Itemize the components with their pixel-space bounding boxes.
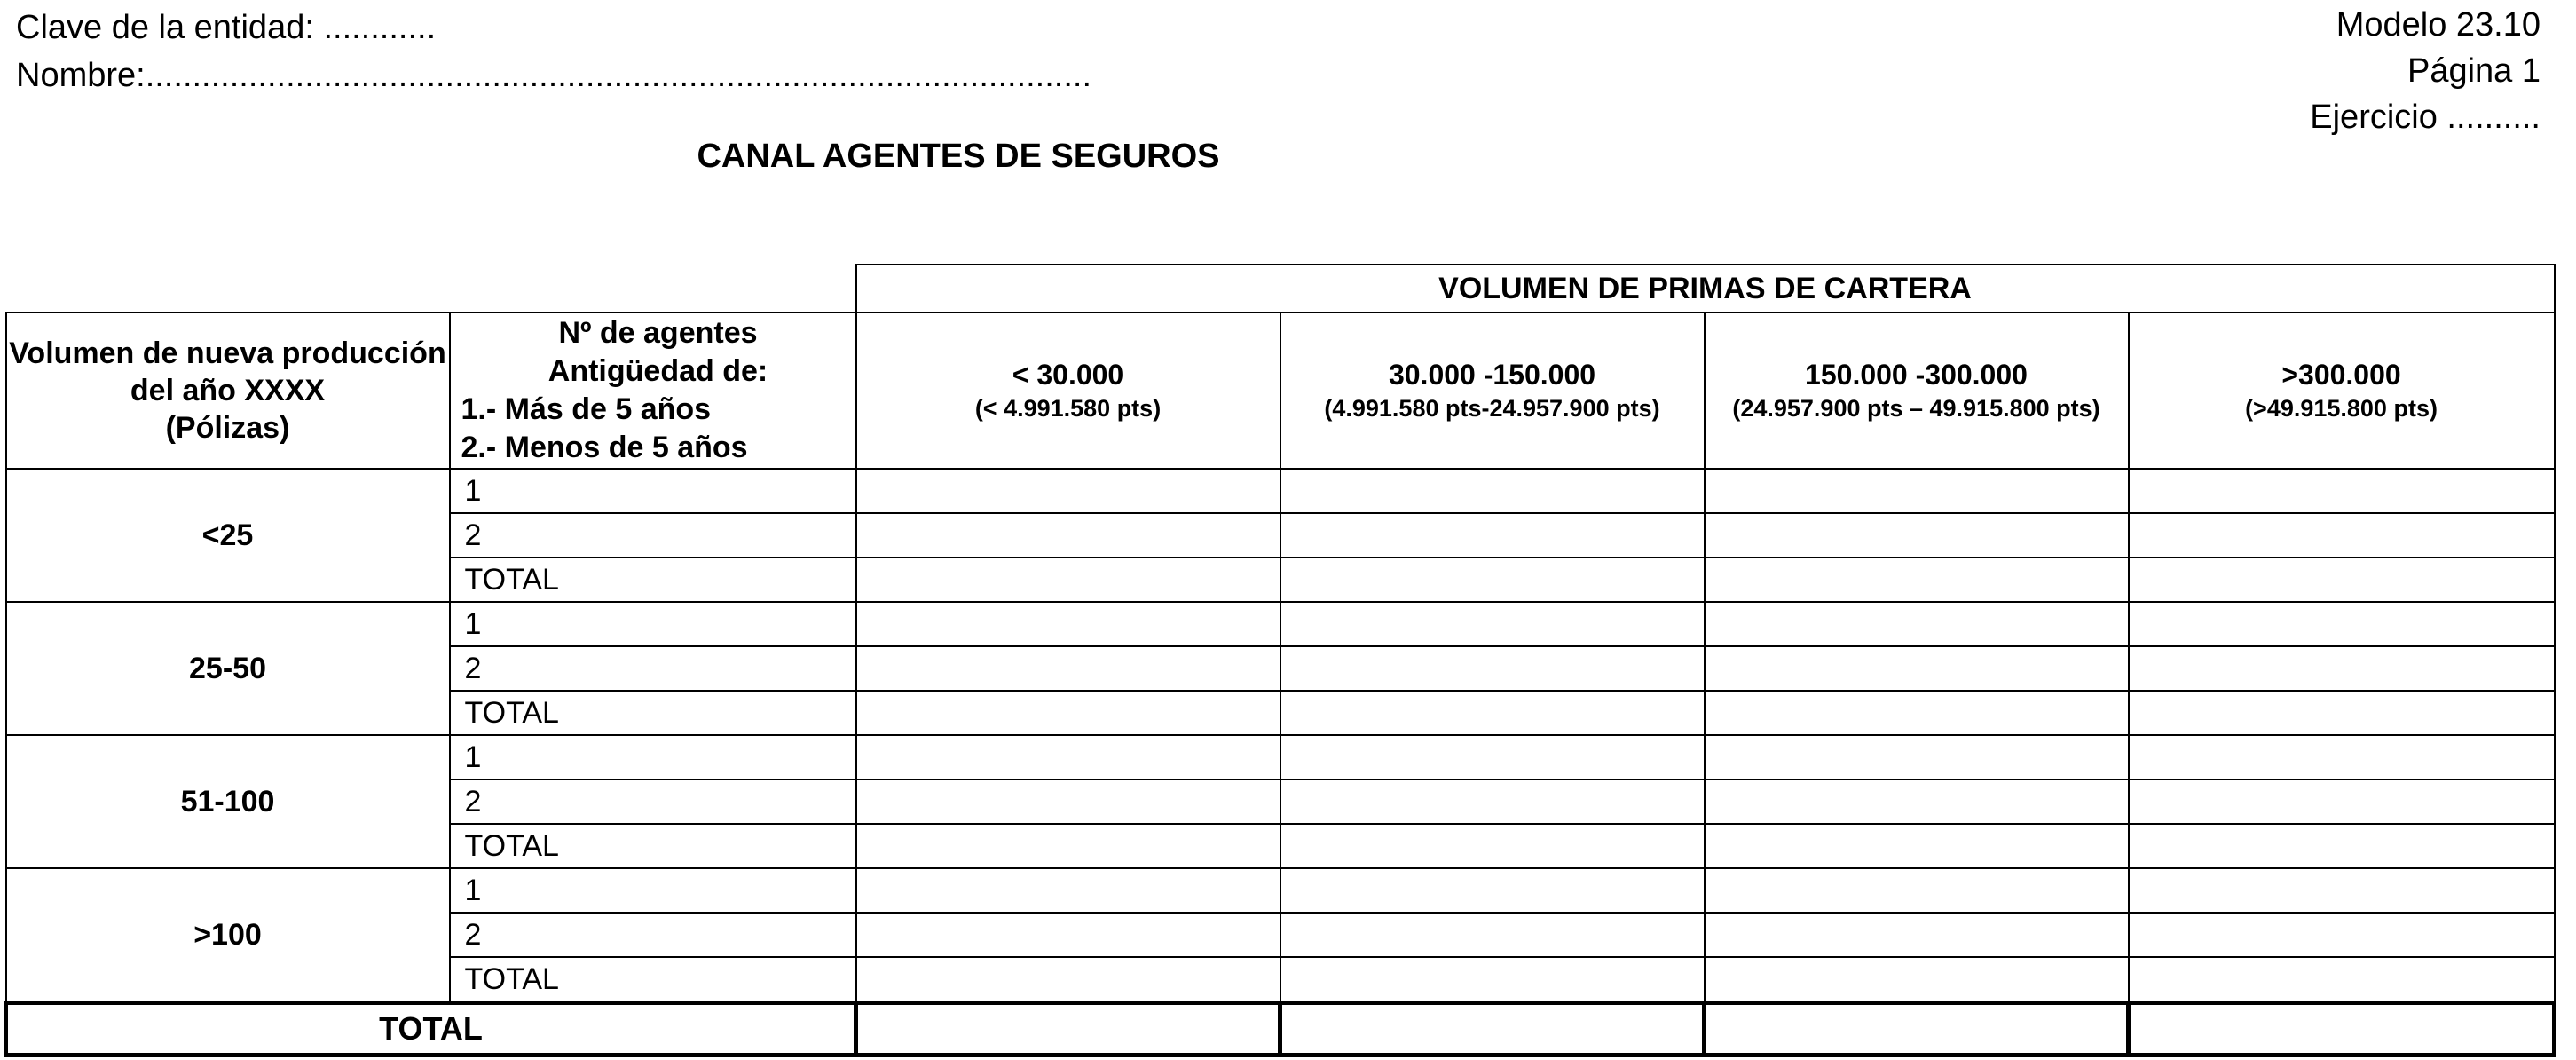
group-label: 25-50 xyxy=(6,602,450,735)
data-cell[interactable] xyxy=(1280,735,1705,779)
row-label: 2 xyxy=(450,779,856,824)
data-cell[interactable] xyxy=(1280,691,1705,735)
agents-header xyxy=(450,312,856,469)
data-cell[interactable] xyxy=(1280,602,1705,646)
data-cell[interactable] xyxy=(856,469,1280,513)
data-cell[interactable] xyxy=(2129,558,2555,602)
data-cell[interactable] xyxy=(856,602,1280,646)
range-sub: (>49.915.800 pts) xyxy=(2245,395,2438,422)
new-production-header-line: (Pólizas) xyxy=(165,411,290,445)
data-cell[interactable] xyxy=(856,558,1280,602)
data-cell[interactable] xyxy=(856,868,1280,913)
total-cell[interactable] xyxy=(1705,1003,2129,1056)
data-cell[interactable] xyxy=(856,779,1280,824)
range-main: 30.000 -150.000 xyxy=(1388,359,1596,391)
row-label: 2 xyxy=(450,513,856,558)
row-label: TOTAL xyxy=(450,691,856,735)
data-cell[interactable] xyxy=(1705,469,2129,513)
row-label: 2 xyxy=(450,913,856,957)
data-cell[interactable] xyxy=(2129,602,2555,646)
row-label: TOTAL xyxy=(450,957,856,1003)
page-number: Página 1 xyxy=(2407,52,2541,90)
data-cell[interactable] xyxy=(2129,824,2555,868)
data-cell[interactable] xyxy=(2129,913,2555,957)
entity-code-line: Clave de la entidad: ............ xyxy=(16,9,437,46)
range-main: < 30.000 xyxy=(1012,359,1124,391)
entity-name-line: Nombre:..................................................................................................... xyxy=(16,57,1092,94)
group-label: <25 xyxy=(6,469,450,602)
data-cell[interactable] xyxy=(1705,779,2129,824)
data-cell[interactable] xyxy=(2129,691,2555,735)
data-cell[interactable] xyxy=(1280,646,1705,691)
data-cell[interactable] xyxy=(1705,913,2129,957)
data-cell[interactable] xyxy=(1280,558,1705,602)
row-label: 1 xyxy=(450,735,856,779)
row-label: 2 xyxy=(450,646,856,691)
data-cell[interactable] xyxy=(1705,558,2129,602)
agents-header-line: Antigüedad de: xyxy=(547,354,768,388)
row-label: TOTAL xyxy=(450,824,856,868)
row-label: 1 xyxy=(450,602,856,646)
data-cell[interactable] xyxy=(1705,735,2129,779)
data-cell[interactable] xyxy=(1280,513,1705,558)
page-title: CANAL AGENTES DE SEGUROS xyxy=(697,138,1220,175)
group-label: >100 xyxy=(6,868,450,1003)
data-cell[interactable] xyxy=(2129,779,2555,824)
blank-corner xyxy=(6,265,856,312)
data-cell[interactable] xyxy=(856,735,1280,779)
data-cell[interactable] xyxy=(1705,646,2129,691)
range-header xyxy=(1705,312,2129,469)
data-cell[interactable] xyxy=(1280,957,1705,1003)
group-label: 51-100 xyxy=(6,735,450,868)
data-cell[interactable] xyxy=(1705,824,2129,868)
data-cell[interactable] xyxy=(1280,469,1705,513)
model-number: Modelo 23.10 xyxy=(2336,6,2541,44)
data-cell[interactable] xyxy=(1705,957,2129,1003)
data-cell[interactable] xyxy=(1280,779,1705,824)
range-sub: (24.957.900 pts – 49.915.800 pts) xyxy=(1732,395,2100,422)
range-main: 150.000 -300.000 xyxy=(1805,359,2028,391)
total-cell[interactable] xyxy=(856,1003,1280,1056)
row-label: 1 xyxy=(450,868,856,913)
new-production-header-line: del año XXXX xyxy=(130,374,326,407)
data-cell[interactable] xyxy=(1705,602,2129,646)
range-main: >300.000 xyxy=(2281,359,2401,391)
data-cell[interactable] xyxy=(1280,824,1705,868)
new-production-header xyxy=(6,312,450,469)
new-production-header-line: Volumen de nueva producción xyxy=(9,336,446,370)
data-cell[interactable] xyxy=(1705,868,2129,913)
agents-header-line: 1.- Más de 5 años xyxy=(461,392,712,426)
premiums-table xyxy=(4,264,2556,1057)
total-cell[interactable] xyxy=(2129,1003,2555,1056)
data-cell[interactable] xyxy=(2129,868,2555,913)
data-cell[interactable] xyxy=(1705,513,2129,558)
data-cell[interactable] xyxy=(856,824,1280,868)
data-cell[interactable] xyxy=(2129,735,2555,779)
data-cell[interactable] xyxy=(2129,469,2555,513)
data-cell[interactable] xyxy=(2129,513,2555,558)
total-cell[interactable] xyxy=(1280,1003,1705,1056)
data-cell[interactable] xyxy=(2129,957,2555,1003)
data-cell[interactable] xyxy=(1280,868,1705,913)
data-cell[interactable] xyxy=(856,957,1280,1003)
data-cell[interactable] xyxy=(2129,646,2555,691)
row-label: 1 xyxy=(450,469,856,513)
range-sub: (< 4.991.580 pts) xyxy=(974,395,1162,422)
data-cell[interactable] xyxy=(1705,691,2129,735)
range-sub: (4.991.580 pts-24.957.900 pts) xyxy=(1324,395,1660,422)
grand-total-label: TOTAL xyxy=(6,1003,856,1056)
entity-info xyxy=(16,4,1091,99)
range-header xyxy=(856,312,1280,469)
row-label: TOTAL xyxy=(450,558,856,602)
data-cell[interactable] xyxy=(856,513,1280,558)
agents-header-line: Nº de agentes xyxy=(558,316,758,350)
data-cell[interactable] xyxy=(856,691,1280,735)
data-cell[interactable] xyxy=(856,646,1280,691)
fiscal-year: Ejercicio .......... xyxy=(2310,99,2541,136)
data-cell[interactable] xyxy=(1280,913,1705,957)
range-header xyxy=(2129,312,2555,469)
category-header: VOLUMEN DE PRIMAS DE CARTERA xyxy=(856,265,2555,312)
agents-header-line: 2.- Menos de 5 años xyxy=(461,431,748,464)
form-info xyxy=(2310,2,2541,140)
data-cell[interactable] xyxy=(856,913,1280,957)
range-header xyxy=(1280,312,1705,469)
